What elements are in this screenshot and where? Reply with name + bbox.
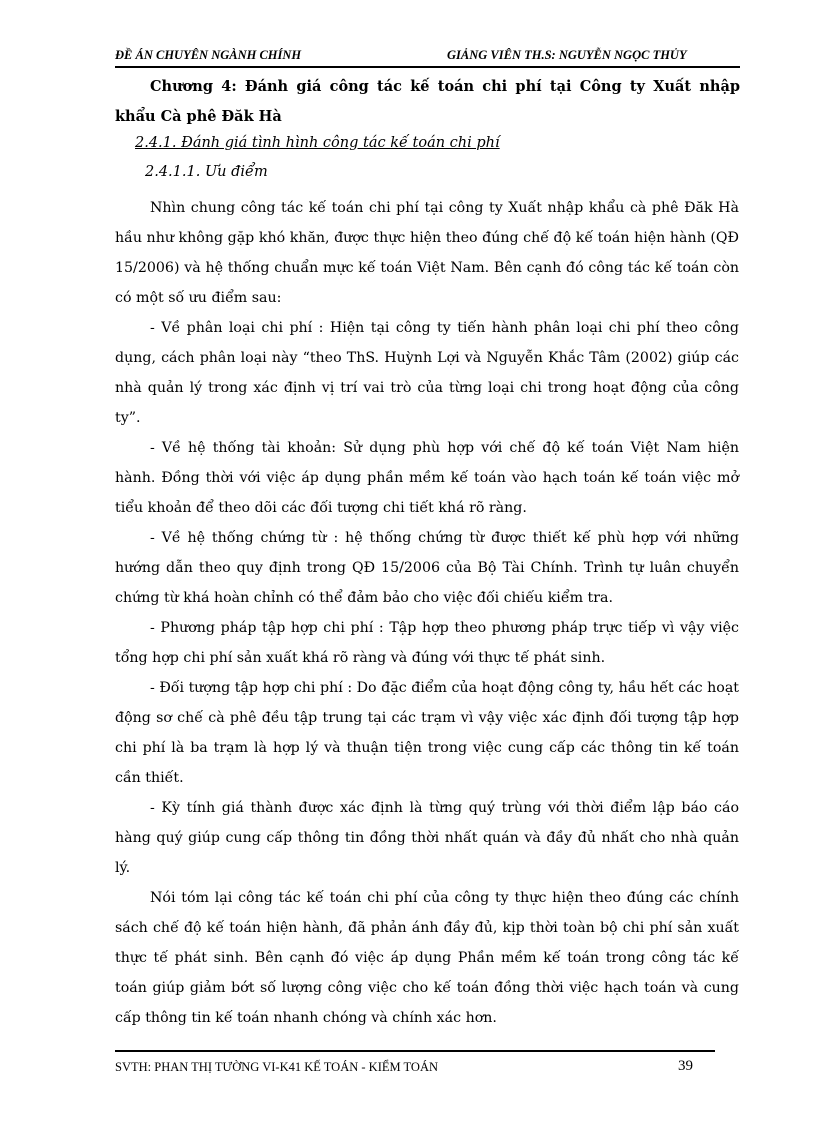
subsection-heading: 2.4.1.1. Ưu điểm: [145, 164, 268, 180]
paragraph: - Về phân loại chi phí : Hiện tại công ty tiến hành phân loại chi phí theo công dụng, cách phân loại này “theo ThS. Huỳnh Lợi và Nguyễn Khắc Tâm (2002) giúp các nhà quản lý trong xác định vị trí vai trò của từng loại chi trong hoạt động của công ty”.: [115, 320, 739, 426]
footer-author: SVTH: PHAN THỊ TƯỜNG VI-K41 KẾ TOÁN - KIỂM TOÁN: [115, 1060, 439, 1074]
paragraph: - Về hệ thống chứng từ : hệ thống chứng từ được thiết kế phù hợp với những hướng dẫn theo quy định trong QĐ 15/2006 của Bộ Tài Chính. Trình tự luân chuyển chứng từ khá hoàn chỉnh có thể đảm bảo cho việc đối chiếu kiểm tra.: [115, 530, 739, 606]
page-footer: [115, 1050, 715, 1074]
body-text: [115, 193, 739, 1033]
paragraph: - Về hệ thống tài khoản: Sử dụng phù hợp với chế độ kế toán Việt Nam hiện hành. Đồng thời với việc áp dụng phần mềm kế toán vào hạch toán kế toán việc mở tiểu khoản để theo dõi các đối tượng chi tiết khá rõ ràng.: [115, 440, 739, 516]
paragraph: - Đối tượng tập hợp chi phí : Do đặc điểm của hoạt động công ty, hầu hết các hoạt động sơ chế cà phê đều tập trung tại các trạm vì vậy việc xác định đối tượng tập hợp chi phí là ba trạm là hợp lý và thuận tiện trong việc cung cấp các thông tin kế toán cần thiết.: [115, 680, 739, 786]
paragraph: - Kỳ tính giá thành được xác định là từng quý trùng với thời điểm lập báo cáo hàng quý giúp cung cấp thông tin đồng thời nhất quán và đầy đủ nhất cho nhà quản lý.: [115, 800, 739, 876]
section-heading: 2.4.1. Đánh giá tình hình công tác kế toán chi phí: [135, 135, 500, 151]
page-header: [115, 46, 740, 68]
header-left: ĐỀ ÁN CHUYÊN NGÀNH CHÍNH: [115, 48, 302, 62]
paragraph: - Phương pháp tập hợp chi phí : Tập hợp theo phương pháp trực tiếp vì vậy việc tổng hợp chi phí sản xuất khá rõ ràng và đúng với thực tế phát sinh.: [115, 620, 739, 666]
paragraph: Nói tóm lại công tác kế toán chi phí của công ty thực hiện theo đúng các chính sách chế độ kế toán hiện hành, đã phản ánh đầy đủ, kịp thời toàn bộ chi phí sản xuất thực tế phát sinh. Bên cạnh đó việc áp dụng Phần mềm kế toán trong công tác kế toán giúp giảm bớt số lượng công việc cho kế toán đồng thời việc hạch toán và cung cấp thông tin kế toán nhanh chóng và chính xác hơn.: [115, 890, 739, 1026]
paragraph: Nhìn chung công tác kế toán chi phí tại công ty Xuất nhập khẩu cà phê Đăk Hà hầu như không gặp khó khăn, được thực hiện theo đúng chế độ kế toán hiện hành (QĐ 15/2006) và hệ thống chuẩn mực kế toán Việt Nam. Bên cạnh đó công tác kế toán còn có một số ưu điểm sau:: [115, 200, 739, 306]
page-number: 39: [678, 1058, 693, 1074]
header-right: GIẢNG VIÊN TH.S: NGUYỄN NGỌC THỦY: [447, 48, 687, 62]
chapter-title: Chương 4: Đánh giá công tác kế toán chi phí tại Công ty Xuất nhập khẩu Cà phê Đăk Hà: [115, 78, 740, 125]
